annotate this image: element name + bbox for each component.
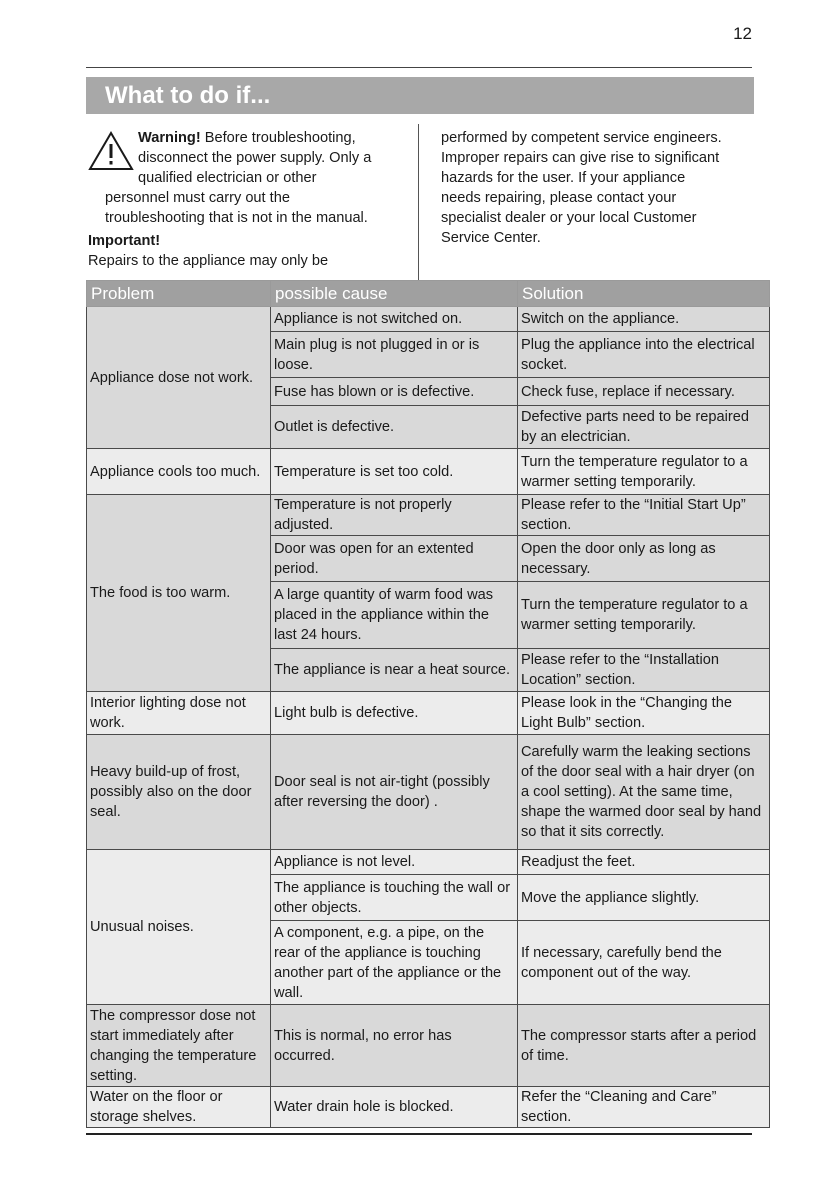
- table-header-row: [87, 281, 770, 307]
- notice-line: specialist dealer or your local Customer: [441, 210, 697, 226]
- notice-line: performed by competent service engineers.: [441, 130, 722, 146]
- solution-cell: Carefully warm the leaking sections of the door seal with a hair dryer (on a cool setting). At the same time, shape the warmed door seal by hand so that it sits correctly.: [518, 735, 770, 850]
- notice-line: Service Center.: [441, 230, 541, 246]
- cause-cell: This is normal, no error has occurred.: [271, 1005, 518, 1087]
- cause-cell: A component, e.g. a pipe, on the rear of the appliance is touching another part of the appliance or the wall.: [271, 921, 518, 1005]
- header-solution: Solution: [518, 281, 770, 307]
- problem-cell: Appliance cools too much.: [87, 449, 271, 495]
- header-problem: Problem: [87, 281, 271, 307]
- header-cause: possible cause: [271, 281, 518, 307]
- solution-cell: Turn the temperature regulator to a warmer setting temporarily.: [518, 582, 770, 649]
- warning-block: [88, 128, 413, 271]
- table-row: [87, 1005, 770, 1087]
- cause-cell: Light bulb is defective.: [271, 692, 518, 735]
- solution-cell: Switch on the appliance.: [518, 307, 770, 332]
- top-rule: [86, 67, 752, 68]
- solution-cell: Turn the temperature regulator to a warmer setting temporarily.: [518, 449, 770, 495]
- cause-cell: Outlet is defective.: [271, 406, 518, 449]
- warning-line: personnel must carry out the: [105, 190, 290, 206]
- important-label: Important!: [88, 233, 161, 249]
- cause-cell: Temperature is not properly adjusted.: [271, 495, 518, 536]
- cause-cell: Water drain hole is blocked.: [271, 1087, 518, 1128]
- warning-label: Warning!: [138, 130, 201, 146]
- section-title: What to do if...: [86, 77, 754, 114]
- table-row: [87, 735, 770, 850]
- table-row: [87, 307, 770, 332]
- problem-cell: Water on the floor or storage shelves.: [87, 1087, 271, 1128]
- notice-line: Improper repairs can give rise to significant: [441, 150, 720, 166]
- cause-cell: Door seal is not air-tight (possibly after reversing the door) .: [271, 735, 518, 850]
- solution-cell: Move the appliance slightly.: [518, 875, 770, 921]
- table-row: [87, 495, 770, 536]
- cause-cell: The appliance is touching the wall or other objects.: [271, 875, 518, 921]
- repair-notice: [441, 128, 761, 248]
- troubleshooting-table: [86, 280, 770, 1128]
- cause-cell: The appliance is near a heat source.: [271, 649, 518, 692]
- table-row: [87, 1087, 770, 1128]
- warning-triangle-icon: [88, 128, 138, 188]
- problem-cell: Unusual noises.: [87, 850, 271, 1005]
- solution-cell: Plug the appliance into the electrical socket.: [518, 332, 770, 378]
- solution-cell: Check fuse, replace if necessary.: [518, 378, 770, 406]
- warning-text-inline: Before troubleshooting,: [204, 130, 356, 146]
- solution-cell: Please look in the “Changing the Light Bulb” section.: [518, 692, 770, 735]
- solution-cell: If necessary, carefully bend the component out of the way.: [518, 921, 770, 1005]
- problem-cell: Heavy build-up of frost, possibly also on the door seal.: [87, 735, 271, 850]
- page-number: 12: [733, 24, 752, 43]
- problem-cell: The food is too warm.: [87, 495, 271, 692]
- warning-line: qualified electrician or other: [138, 170, 317, 186]
- solution-cell: Please refer to the “Initial Start Up” section.: [518, 495, 770, 536]
- cause-cell: Appliance is not level.: [271, 850, 518, 875]
- problem-cell: Interior lighting dose not work.: [87, 692, 271, 735]
- cause-cell: Temperature is set too cold.: [271, 449, 518, 495]
- notice-line: hazards for the user. If your appliance: [441, 170, 686, 186]
- notice-line: needs repairing, please contact your: [441, 190, 677, 206]
- solution-cell: Refer the “Cleaning and Care” section.: [518, 1087, 770, 1128]
- solution-cell: Defective parts need to be repaired by an electrician.: [518, 406, 770, 449]
- cause-cell: Main plug is not plugged in or is loose.: [271, 332, 518, 378]
- cause-cell: Appliance is not switched on.: [271, 307, 518, 332]
- solution-cell: The compressor starts after a period of time.: [518, 1005, 770, 1087]
- warning-line: disconnect the power supply. Only a: [138, 150, 372, 166]
- table-row: [87, 449, 770, 495]
- cause-cell: A large quantity of warm food was placed in the appliance within the last 24 hours.: [271, 582, 518, 649]
- problem-cell: Appliance dose not work.: [87, 307, 271, 449]
- table-row: [87, 850, 770, 875]
- cause-cell: Fuse has blown or is defective.: [271, 378, 518, 406]
- solution-cell: Please refer to the “Installation Location” section.: [518, 649, 770, 692]
- bottom-rule: [86, 1133, 752, 1135]
- problem-cell: The compressor dose not start immediately after changing the temperature setting.: [87, 1005, 271, 1087]
- solution-cell: Open the door only as long as necessary.: [518, 536, 770, 582]
- important-text: Repairs to the appliance may only be: [88, 253, 329, 269]
- warning-line: troubleshooting that is not in the manual.: [105, 210, 368, 226]
- solution-cell: Readjust the feet.: [518, 850, 770, 875]
- table-row: [87, 692, 770, 735]
- column-divider: [418, 124, 419, 280]
- cause-cell: Door was open for an extented period.: [271, 536, 518, 582]
